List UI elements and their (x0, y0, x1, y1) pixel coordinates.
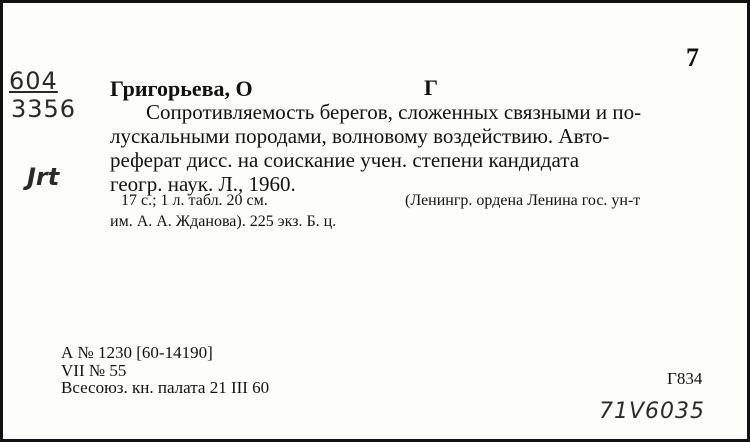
title-line-2: лускальными породами, волновому воздействию. Авто- (110, 124, 610, 148)
publisher-line: Всесоюз. кн. палата 21 III 60 (61, 378, 270, 397)
page-number: 7 (686, 43, 699, 72)
handwritten-number-top: 604 (9, 67, 58, 95)
handwritten-shelfmark: 71V6035 (599, 399, 706, 424)
classification-code: Г834 (667, 369, 703, 388)
handwritten-number-bottom: 3356 (11, 95, 77, 123)
title-line-4: геогр. наук. Л., 1960. (110, 172, 296, 196)
author-heading: Григорьева, О (110, 76, 253, 101)
handwritten-initials: Jrt (27, 163, 60, 191)
publication-details: им. А. А. Жданова). 225 экз. Б. ц. (110, 213, 337, 230)
section-number: VII № 55 (61, 361, 127, 380)
pagination-info: 17 с.; 1 л. табл. 20 см. (121, 192, 268, 209)
institution-info: (Ленингр. ордена Ленина гос. ун-т (405, 192, 641, 209)
title-line-3: реферат дисс. на соискание учен. степени кандидата (110, 148, 580, 172)
title-line-1: Сопротивляемость берегов, сложенных связными и по- (146, 100, 642, 124)
accession-number: А № 1230 [60-14190] (61, 343, 213, 362)
index-letter: Г (424, 75, 438, 100)
